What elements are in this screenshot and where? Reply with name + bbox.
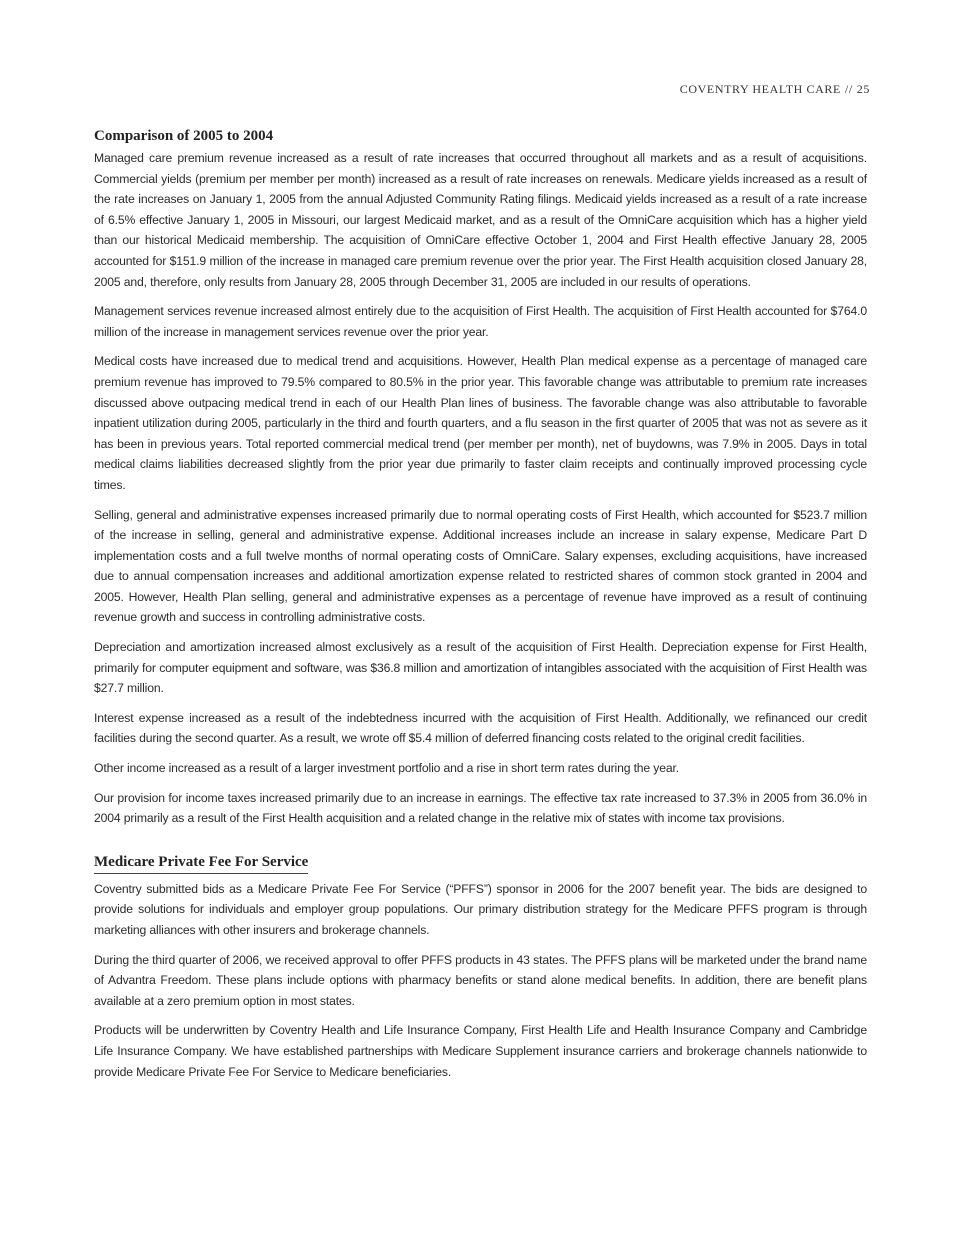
- main-content: [94, 126, 867, 1091]
- header-separator: //: [844, 82, 853, 96]
- paragraph-interest-expense: Interest expense increased as a result of the indebtedness incurred with the acquisition of First Health. Additionally, we refinanced our credit facilities during the second quarter. As a result, we wrote off $5.4 million of deferred financing costs related to the original credit facilities.: [94, 710, 867, 746]
- paragraph-managed-care-premium: Managed care premium revenue increased as a result of rate increases that occurred throughout all markets and as a result of acquisitions. Commercial yields (premium per member per month) increased as a result of rate increases on renewals. Medicare yields increased as a result of the rate increases on January 1, 2005 from the annual Adjusted Community Rating filings. Medicaid yields increased as a result of a rate increase of 6.5% effective January 1, 2005 in Missouri, our largest Medicaid market, and as a result of the OmniCare acquisition which has a higher yield than our historical Medicaid membership. The acquisition of OmniCare effective October 1, 2004 and First Health effective January 28, 2005 accounted for $151.9 million of the increase in managed care premium revenue over the prior year. The First Health acquisition closed January 28, 2005 and, therefore, only results from January 28, 2005 through December 31, 2005 are included in our results of operations.: [94, 151, 867, 289]
- section-comparison: [94, 126, 867, 146]
- paragraph-pffs-bids: Coventry submitted bids as a Medicare Private Fee For Service (“PFFS”) sponsor in 2006 for the 2007 benefit year. The bids are designed to provide solutions for individuals and employer group populations. Our primary distribution strategy for the Medicare PFFS program is through marketing alliances with other insurers and brokerage channels.: [94, 881, 867, 937]
- section-medicare-pffs: [94, 838, 867, 879]
- header-company: COVENTRY HEALTH CARE: [679, 82, 841, 96]
- paragraph-pffs-approval: During the third quarter of 2006, we received approval to offer PFFS products in 43 states. The PFFS plans will be marketed under the brand name of Advantra Freedom. These plans include options with pharmacy benefits or stand alone medical benefits. In addition, there are benefit plans available at a zero premium option in most states.: [94, 952, 867, 1008]
- paragraph-management-services: Management services revenue increased almost entirely due to the acquisition of First Health. The acquisition of First Health accounted for $764.0 million of the increase in management services revenue over the prior year.: [94, 304, 867, 339]
- paragraph-income-taxes: Our provision for income taxes increased primarily due to an increase in earnings. The effective tax rate increased to 37.3% in 2005 from 36.0% in 2004 primarily as a result of the First Health acquisition and a related change in the relative mix of states with income tax provisions.: [94, 790, 867, 826]
- paragraph-medical-costs: Medical costs have increased due to medical trend and acquisitions. However, Health Plan medical expense as a percentage of managed care premium revenue has improved to 79.5% compared to 80.5% in the prior year. This favorable change was attributable to premium rate increases discussed above outpacing medical trend in each of our Health Plan lines of business. The favorable change was also attributable to favorable inpatient utilization during 2005, particularly in the third and fourth quarters, and a flu season in the first quarter of 2005 that was not as severe as it has been in previous years. Total reported commercial medical trend (per member per month), net of buydowns, was 7.9% in 2005. Days in total medical claims liabilities decreased slightly from the prior year due primarily to faster claim receipts and continually improved processing cycle times.: [94, 354, 867, 492]
- paragraph-other-income: Other income increased as a result of a larger investment portfolio and a rise in short term rates during the year.: [94, 761, 679, 776]
- section-heading-comparison: Comparison of 2005 to 2004: [94, 128, 274, 144]
- paragraph-sga-expenses: Selling, general and administrative expenses increased primarily due to normal operating costs of First Health, which accounted for $523.7 million of the increase in selling, general and administrative expense. Additional increases include an increase in salary expense, Medicare Part D implementation costs and a full twelve months of normal operating costs of OmniCare. Salary expenses, excluding acquisitions, have increased due to annual compensation increases and additional amortization expense related to restricted shares of common stock granted in 2004 and 2005. However, Health Plan selling, general and administrative expenses as a percentage of revenue have improved as a result of continuing revenue growth and success in controlling administrative costs.: [94, 507, 867, 625]
- running-header: [680, 82, 870, 97]
- header-page-number: 25: [856, 82, 870, 96]
- paragraph-depreciation: Depreciation and amortization increased almost exclusively as a result of the acquisition of First Health. Depreciation expense for First Health, primarily for computer equipment and software, was $36.8 million and amortization of intangibles associated with the acquisition of First Health was $27.7 million.: [94, 640, 867, 696]
- paragraph-pffs-underwriting: Products will be underwritten by Coventry Health and Life Insurance Company, First Health Life and Health Insurance Company and Cambridge Life Insurance Company. We have established partnerships with Medicare Supplement insurance carriers and brokerage channels nationwide to provide Medicare Private Fee For Service to Medicare beneficiaries.: [94, 1023, 867, 1079]
- section-heading-medicare-pffs: Medicare Private Fee For Service: [94, 852, 308, 874]
